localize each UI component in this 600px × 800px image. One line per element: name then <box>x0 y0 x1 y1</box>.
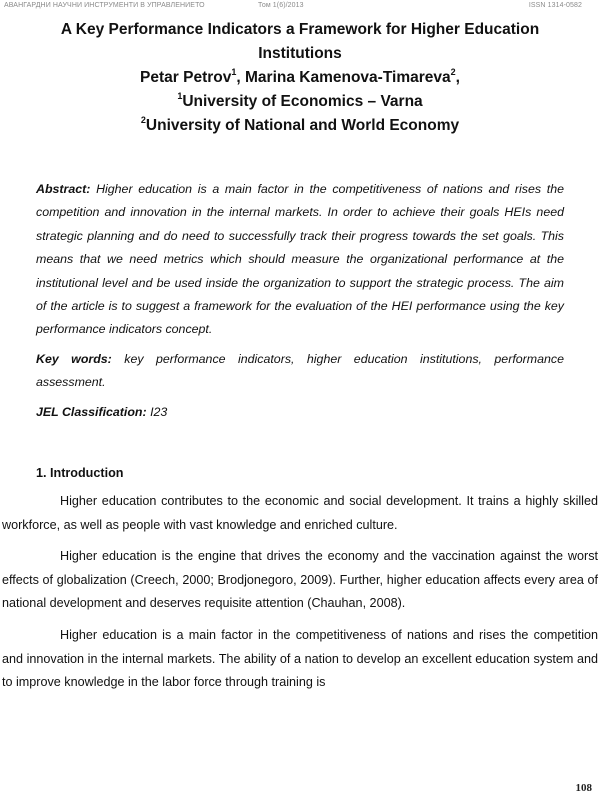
affiliation-2 <box>0 114 600 138</box>
journal-name: АВАНГАРДНИ НАУЧНИ ИНСТРУМЕНТИ В УПРАВЛЕНИЕТО <box>4 2 205 9</box>
jel-paragraph <box>36 401 564 424</box>
affiliation-2-text: University of National and World Economy <box>145 117 460 134</box>
body-paragraph-1: Higher education contributes to the economic and social development. It trains a highly skilled workforce, as well as people with vast knowledge and enriched culture. <box>2 494 598 532</box>
section-heading-introduction: 1. Introduction <box>36 466 124 480</box>
abstract-text: Higher education is a main factor in the competitiveness of nations and rises the competition and innovation in the internal markets. In order to achieve their goals HEIs need strategic planning and do need to successfully track their progress towards the set goals. This means that we need metrics which should measure the organizational performance at the institutional level and be used inside the organization to support the strategic process. The aim of the article is to suggest a framework for the evaluation of the HEI performance using the key performance indicators concept. <box>36 182 564 337</box>
author-separator: , <box>236 69 245 86</box>
page-number: 108 <box>575 782 592 794</box>
affiliation-1-text: University of Economics – Varna <box>182 93 423 110</box>
volume-info: Том 1(6)/2013 <box>258 2 304 9</box>
author-1: Petar Petrov <box>140 69 232 86</box>
affiliation-1-sup: 1 <box>177 90 183 101</box>
jel-label: JEL Classification: <box>36 404 147 419</box>
body-paragraph-2: Higher education is the engine that drives the economy and the vaccination against the worst effects of globalization (Creech, 2000; Brodjonegoro, 2009). Further, higher education affects every area of national development and deserves requisite attention (Chauhan, 2008). <box>2 549 598 611</box>
authors <box>0 66 600 90</box>
author-2-sup: 2 <box>450 66 456 77</box>
abstract-section <box>36 178 564 424</box>
body-paragraph-3: Higher education is a main factor in the competitiveness of nations and rises the competition and innovation in the internal markets. The ability of a nation to develop an excellent education system and to improve knowledge in the labor force through training is <box>2 627 598 690</box>
title-block <box>0 18 600 138</box>
jel-text: I23 <box>150 404 168 419</box>
keywords-label: Key words: <box>36 351 112 366</box>
author-end: , <box>455 69 460 86</box>
issn: ISSN 1314-0582 <box>528 2 582 9</box>
keywords-text: key performance indicators, higher education institutions, performance assessment. <box>36 351 564 390</box>
running-header <box>0 0 600 14</box>
keywords-paragraph <box>36 348 564 395</box>
affiliation-2-sup: 2 <box>140 114 146 125</box>
abstract-label: Abstract: <box>36 182 91 196</box>
paper-title-line-2: Institutions <box>258 45 342 62</box>
paper-title-line-1: A Key Performance Indicators a Framework for Higher Education <box>60 21 540 38</box>
abstract-paragraph <box>36 178 564 342</box>
author-2: Marina Kamenova-Timareva <box>245 69 451 86</box>
author-1-sup: 1 <box>231 66 237 77</box>
introduction-body <box>2 490 598 703</box>
affiliation-1 <box>0 90 600 114</box>
